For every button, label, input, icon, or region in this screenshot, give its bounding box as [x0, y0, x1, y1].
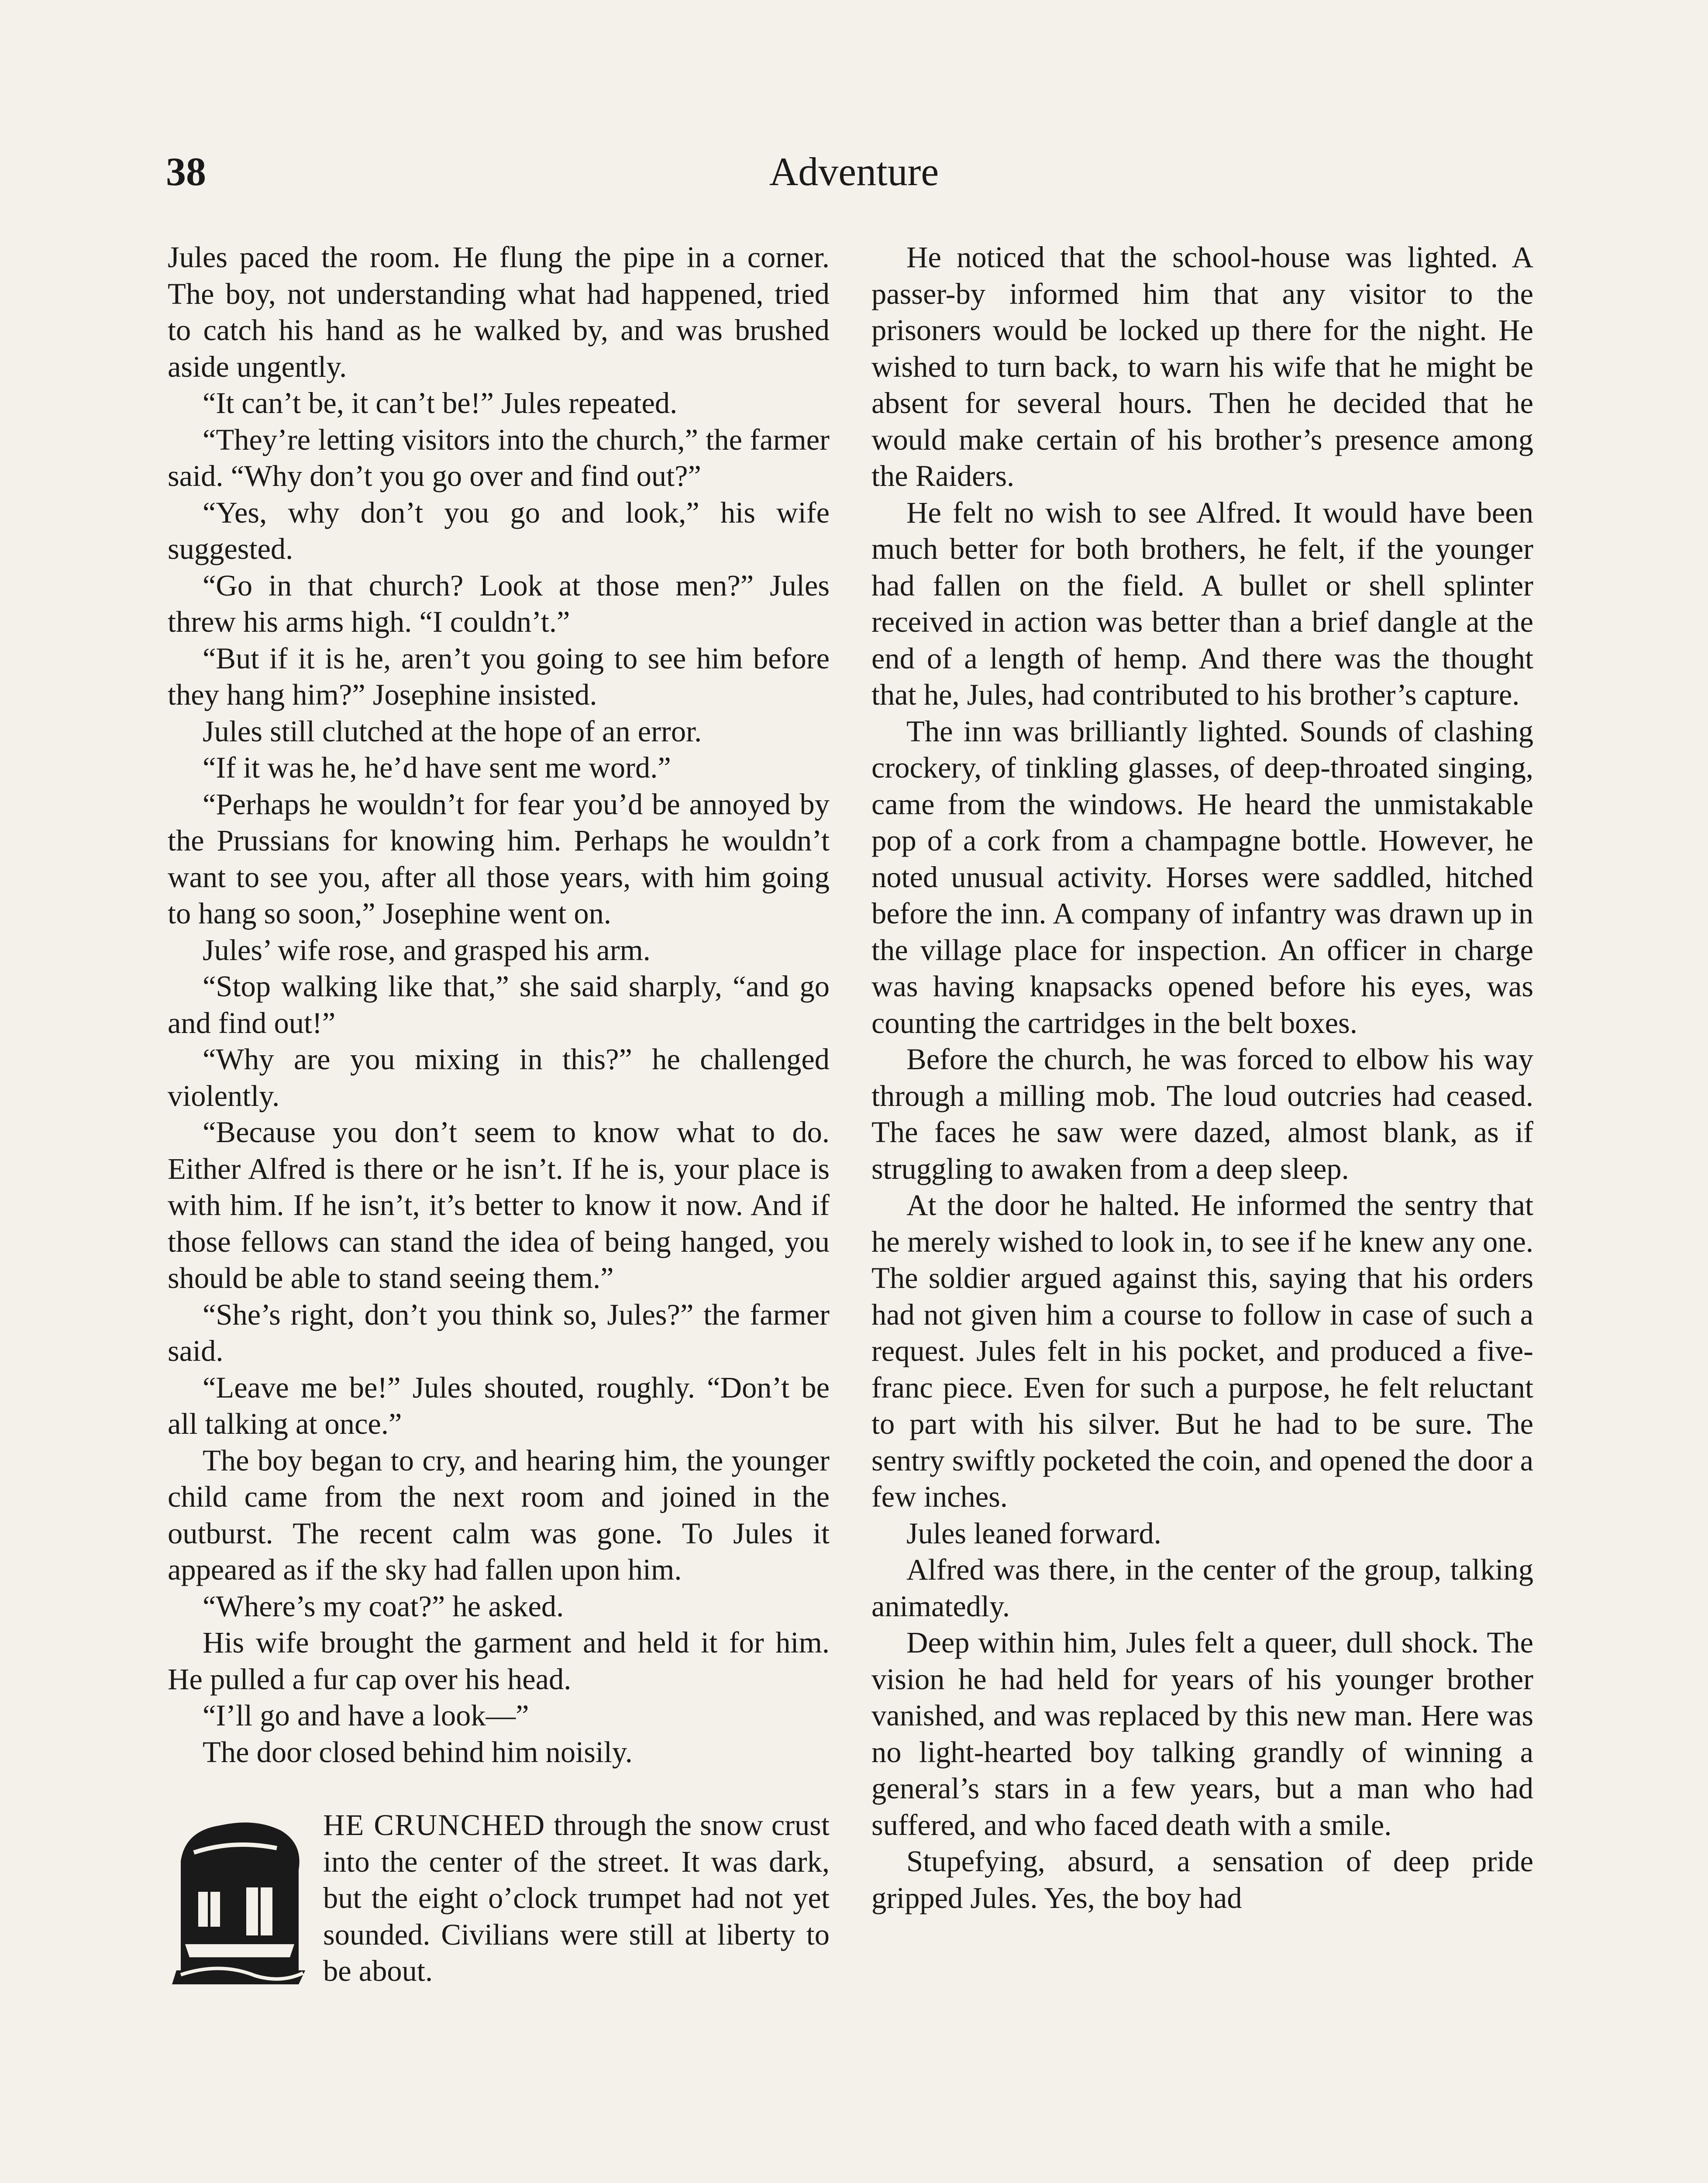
paragraph: “Perhaps he wouldn’t for fear you’d be annoyed by the Prussians for knowing him. Perhaps he wouldn’t want to see you, after all those years, with him going to hang so soon,” Josephine went on.	[168, 787, 830, 930]
section-break	[168, 1807, 830, 1990]
section-lead-in: HE CRUNCHED	[323, 1808, 546, 1842]
paragraph: “Yes, why don’t you go and look,” his wife suggested.	[168, 496, 830, 565]
paragraph: Jules leaned forward.	[906, 1516, 1161, 1550]
paragraph: Jules paced the room. He flung the pipe in a corner. The boy, not understanding what had happened, tried to catch his hand as he walked by, and was brushed aside ungently.	[168, 241, 830, 383]
paragraph: “They’re letting visitors into the church,” the farmer said. “Why don’t you go over and find out?”	[168, 423, 830, 492]
paragraph: Alfred was there, in the center of the group, talking animatedly.	[871, 1553, 1533, 1623]
paragraph: The boy began to cry, and hearing him, the younger child came from the next room and joined in the outburst. The recent calm was gone. To Jules it appeared as if the sky had fallen upon him.	[168, 1443, 830, 1586]
paragraph: “But if it is he, aren’t you going to see him before they hang him?” Josephine insisted.	[168, 641, 830, 711]
right-column	[871, 239, 1533, 1916]
left-column	[168, 239, 830, 1990]
paragraph: Jules still clutched at the hope of an error.	[203, 714, 702, 748]
paragraph: “I’ll go and have a look—”	[203, 1699, 529, 1732]
paragraph: “Where’s my coat?” he asked.	[203, 1589, 564, 1623]
winter-house-woodcut-icon	[168, 1813, 312, 1988]
paragraph: His wife brought the garment and held it for him. He pulled a fur cap over his head.	[168, 1626, 830, 1696]
running-head: Adventure	[769, 149, 939, 194]
paragraph: Deep within him, Jules felt a queer, dull shock. The vision he had held for years of his younger brother vanished, and was replaced by this new man. Here was no light-hearted boy talking grandly of winning a general’s stars in a few years, but a man who had suffered, and who faced death with a smile.	[871, 1626, 1533, 1842]
paragraph: The door closed behind him noisily.	[203, 1735, 633, 1769]
paragraph: He felt no wish to see Alfred. It would have been much better for both brothers, he felt, if the younger had fallen on the field. A bullet or shell splinter received in action was better than a brief dangle at the end of a length of hemp. And there was the thought that he, Jules, had contributed to his brother’s capture.	[871, 496, 1533, 711]
paragraph: “She’s right, don’t you think so, Jules?” the farmer said.	[168, 1298, 830, 1367]
paragraph: At the door he halted. He informed the sentry that he merely wished to look in, to see if he knew any one. The soldier argued against this, saying that his orders had not given him a course to follow in case of such a request. Jules felt in his pocket, and produced a five-franc piece. Even for such a purpose, he felt reluctant to part with his silver. But he had to be sure. The sentry swiftly pocketed the coin, and opened the door a few inches.	[871, 1188, 1533, 1513]
paragraph: Before the church, he was forced to elbow his way through a milling mob. The loud outcries had ceased. The faces he saw were dazed, almost blank, as if struggling to awaken from a deep sleep.	[871, 1043, 1533, 1185]
page-number: 38	[166, 149, 206, 194]
paragraph: “Go in that church? Look at those men?” Jules threw his arms high. “I couldn’t.”	[168, 568, 830, 638]
paragraph: “Why are you mixing in this?” he challenged violently.	[168, 1043, 830, 1112]
paragraph: Jules’ wife rose, and grasped his arm.	[203, 933, 651, 967]
paragraph: “It can’t be, it can’t be!” Jules repeated.	[203, 386, 678, 420]
paragraph: “Stop walking like that,” she said sharply, “and go and find out!”	[168, 970, 830, 1040]
paragraph: The inn was brilliantly lighted. Sounds of clashing crockery, of tinkling glasses, of deep-throated singing, came from the windows. He heard the unmistakable pop of a cork from a champagne bottle. However, he noted unusual activity. Horses were saddled, hitched before the inn. A company of infantry was drawn up in the village place for inspection. An officer in charge was having knapsacks opened before his eyes, was counting the cartridges in the belt boxes.	[871, 714, 1533, 1040]
paragraph: “Because you don’t seem to know what to do. Either Alfred is there or he isn’t. If he is, your place is with him. If he isn’t, it’s better to know it now. And if those fellows can stand the idea of being hanged, you should be able to stand seeing them.”	[168, 1116, 830, 1295]
paragraph: He noticed that the school-house was lighted. A passer-by informed him that any visitor to the prisoners would be locked up there for the night. He wished to turn back, to warn his wife that he might be absent for several hours. Then he decided that he would make certain of his brother’s presence among the Raiders.	[871, 241, 1533, 492]
section-text: through the snow crust into the center of the street. It was dark, but the eight o’clock trumpet had not yet sounded. Civilians were still at liberty to be about.	[323, 1808, 830, 1987]
paragraph: Stupefying, absurd, a sensation of deep pride gripped Jules. Yes, the boy had	[871, 1845, 1533, 1914]
paragraph: “If it was he, he’d have sent me word.”	[203, 751, 671, 784]
paragraph: “Leave me be!” Jules shouted, roughly. “Don’t be all talking at once.”	[168, 1370, 830, 1440]
